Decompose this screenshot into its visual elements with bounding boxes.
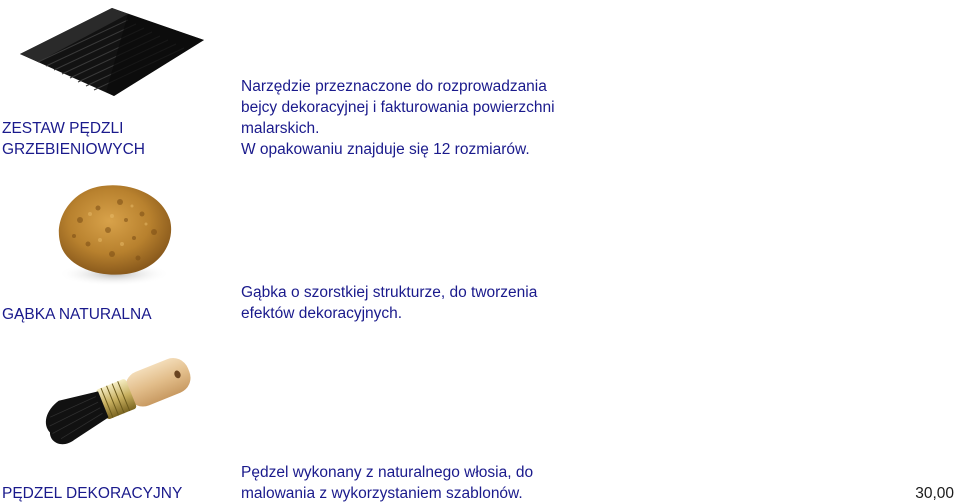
comb-brush-image — [16, 4, 208, 100]
description-line: Pędzel wykonany z naturalnego włosia, do — [241, 464, 534, 481]
natural-sponge-image — [50, 180, 178, 290]
description-line: efektów dekoracyjnych. — [241, 305, 403, 322]
product-name — [2, 118, 145, 160]
product-description — [241, 462, 621, 504]
product-name-line: PĘDZEL DEKORACYJNY — [2, 485, 183, 502]
product-name-line: GĄBKA NATURALNA — [2, 306, 152, 323]
description-line: malowania z wykorzystaniem szablonów. — [241, 485, 523, 502]
product-name — [2, 483, 182, 504]
product-price: 30,00 — [915, 485, 954, 502]
description-line: W opakowaniu znajduje się 12 rozmiarów. — [241, 141, 530, 158]
description-line: Narzędzie przeznaczone do rozprowadzania — [241, 78, 547, 95]
product-description — [241, 76, 621, 160]
product-decorative-brush — [0, 330, 960, 503]
product-comb-brush-set — [0, 0, 960, 170]
description-line: Gąbka o szorstkiej strukturze, do tworzenia — [241, 284, 538, 301]
product-description — [241, 282, 621, 324]
decorative-brush-image — [34, 348, 206, 458]
product-name-line: GRZEBIENIOWYCH — [2, 141, 145, 158]
product-name-line: ZESTAW PĘDZLI — [2, 120, 124, 137]
description-line: malarskich. — [241, 120, 320, 137]
product-natural-sponge — [0, 170, 960, 330]
product-name — [2, 304, 152, 325]
description-line: bejcy dekoracyjnej i fakturowania powierzchni — [241, 99, 555, 116]
